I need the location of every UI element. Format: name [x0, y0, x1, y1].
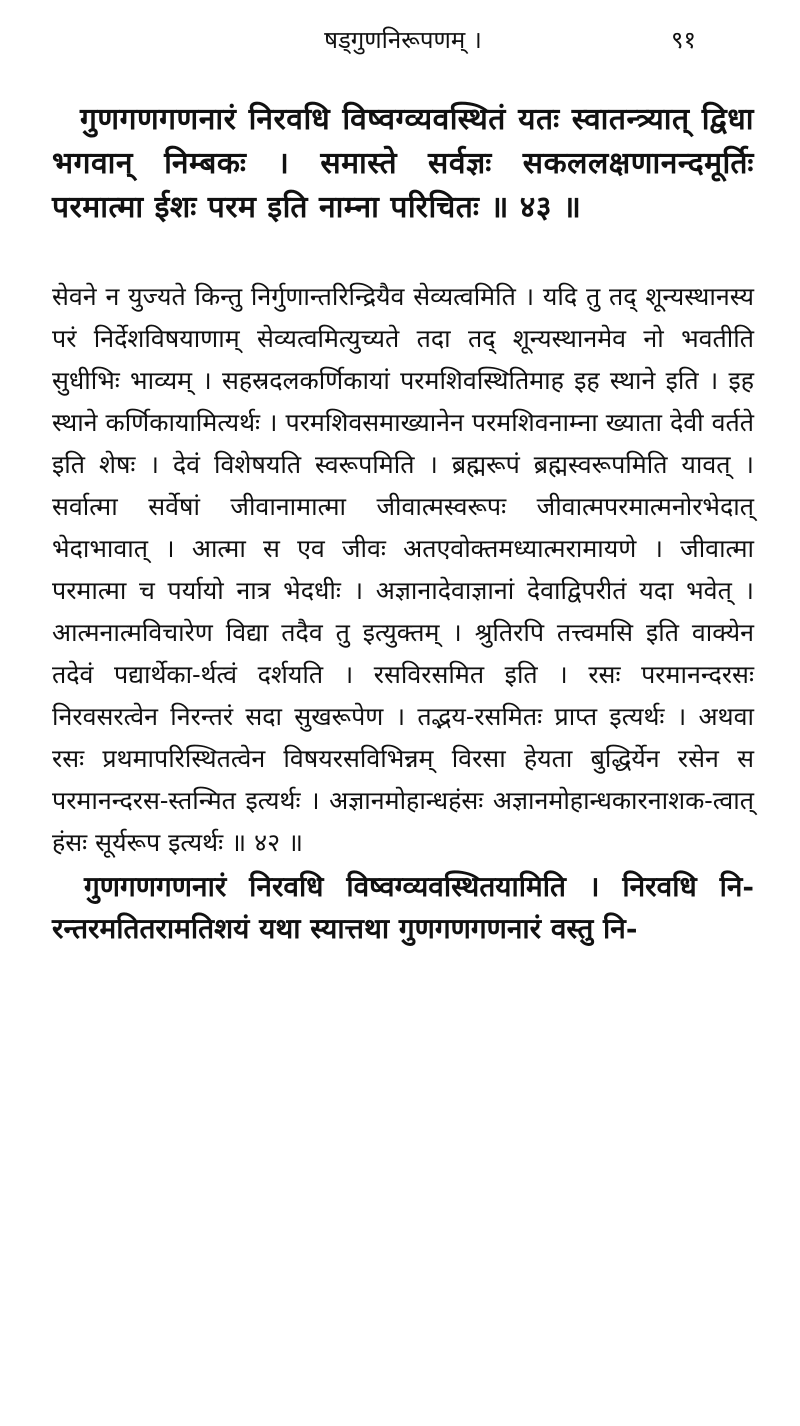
page-header	[52, 18, 754, 62]
page-number: ९१	[671, 26, 696, 54]
verse-text: गुणगणगणनारं निरवधि विष्वग्व्यवस्थितं यतः स्वातन्त्र्यात् द्विधा भगवान् निम्बकः । समास्ते सर्वज्ञः सकललक्षणानन्दमूर्तिः परमात्मा ईशः परम इति नाम्ना परिचितः ॥ ४३ ॥	[52, 102, 754, 225]
next-verse-text: गुणगणगणनारं निरवधि विष्वग्व्यवस्थितयामिति । निरवधि नि-रन्तरमतितरामतिशयं यथा स्यात्तथा गुणगणगणनारं वस्तु नि-	[52, 870, 754, 945]
commentary-text: सेवने न युज्यते किन्तु निर्गुणान्तरिन्द्रियैव सेव्यत्वमिति । यदि तु तद् शून्यस्थानस्य परं निर्देशविषयाणाम् सेव्यत्वमित्युच्यते तदा तद् शून्यस्थानमेव नो भवतीति सुधीभिः भाव्यम् । सहस्रदलकर्णिकायां परमशिवस्थितिमाह इह स्थाने इति । इह स्थाने कर्णिकायामित्यर्थः । परमशिवसमाख्यानेन परमशिवनाम्ना ख्याता देवी वर्तते इति शेषः । देवं विशेषयति स्वरूपमिति । ब्रह्मरूपं ब्रह्मस्वरूपमिति यावत् । सर्वात्मा सर्वेषां जीवानामात्मा जीवात्मस्वरूपः जीवात्मपरमात्मनोरभेदात् भेदाभावात् । आत्मा स एव जीवः अतएवोक्तमध्यात्मरामायणे । जीवात्मा परमात्मा च पर्यायो नात्र भेदधीः । अज्ञानादेवाज्ञानां देवाद्विपरीतं यदा भवेत् । आत्मनात्मविचारेण विद्या तदैव तु इत्युक्तम् । श्रुतिरपि तत्त्वमसि इति वाक्येन तदेवं पद्यार्थेका-र्थत्वं दर्शयति । रसविरसमित इति । रसः परमानन्दरसः निरवसरत्वेन निरन्तरं सदा सुखरूपेण । तद्भय-रसमितः प्राप्त इत्यर्थः । अथवा रसः प्रथमापरिस्थितत्वेन विषयरसविभिन्नम् विरसा हेयता बुद्धिर्येन रसेन स परमानन्दरस-स्तन्मित इत्यर्थः । अज्ञानमोहान्धहंसः अज्ञानमोहान्धकारनाशक-त्वात् हंसः सूर्यरूप इत्यर्थः ॥ ४२ ॥	[52, 282, 754, 857]
running-head: षड्गुणनिरूपणम् ।	[324, 26, 482, 54]
